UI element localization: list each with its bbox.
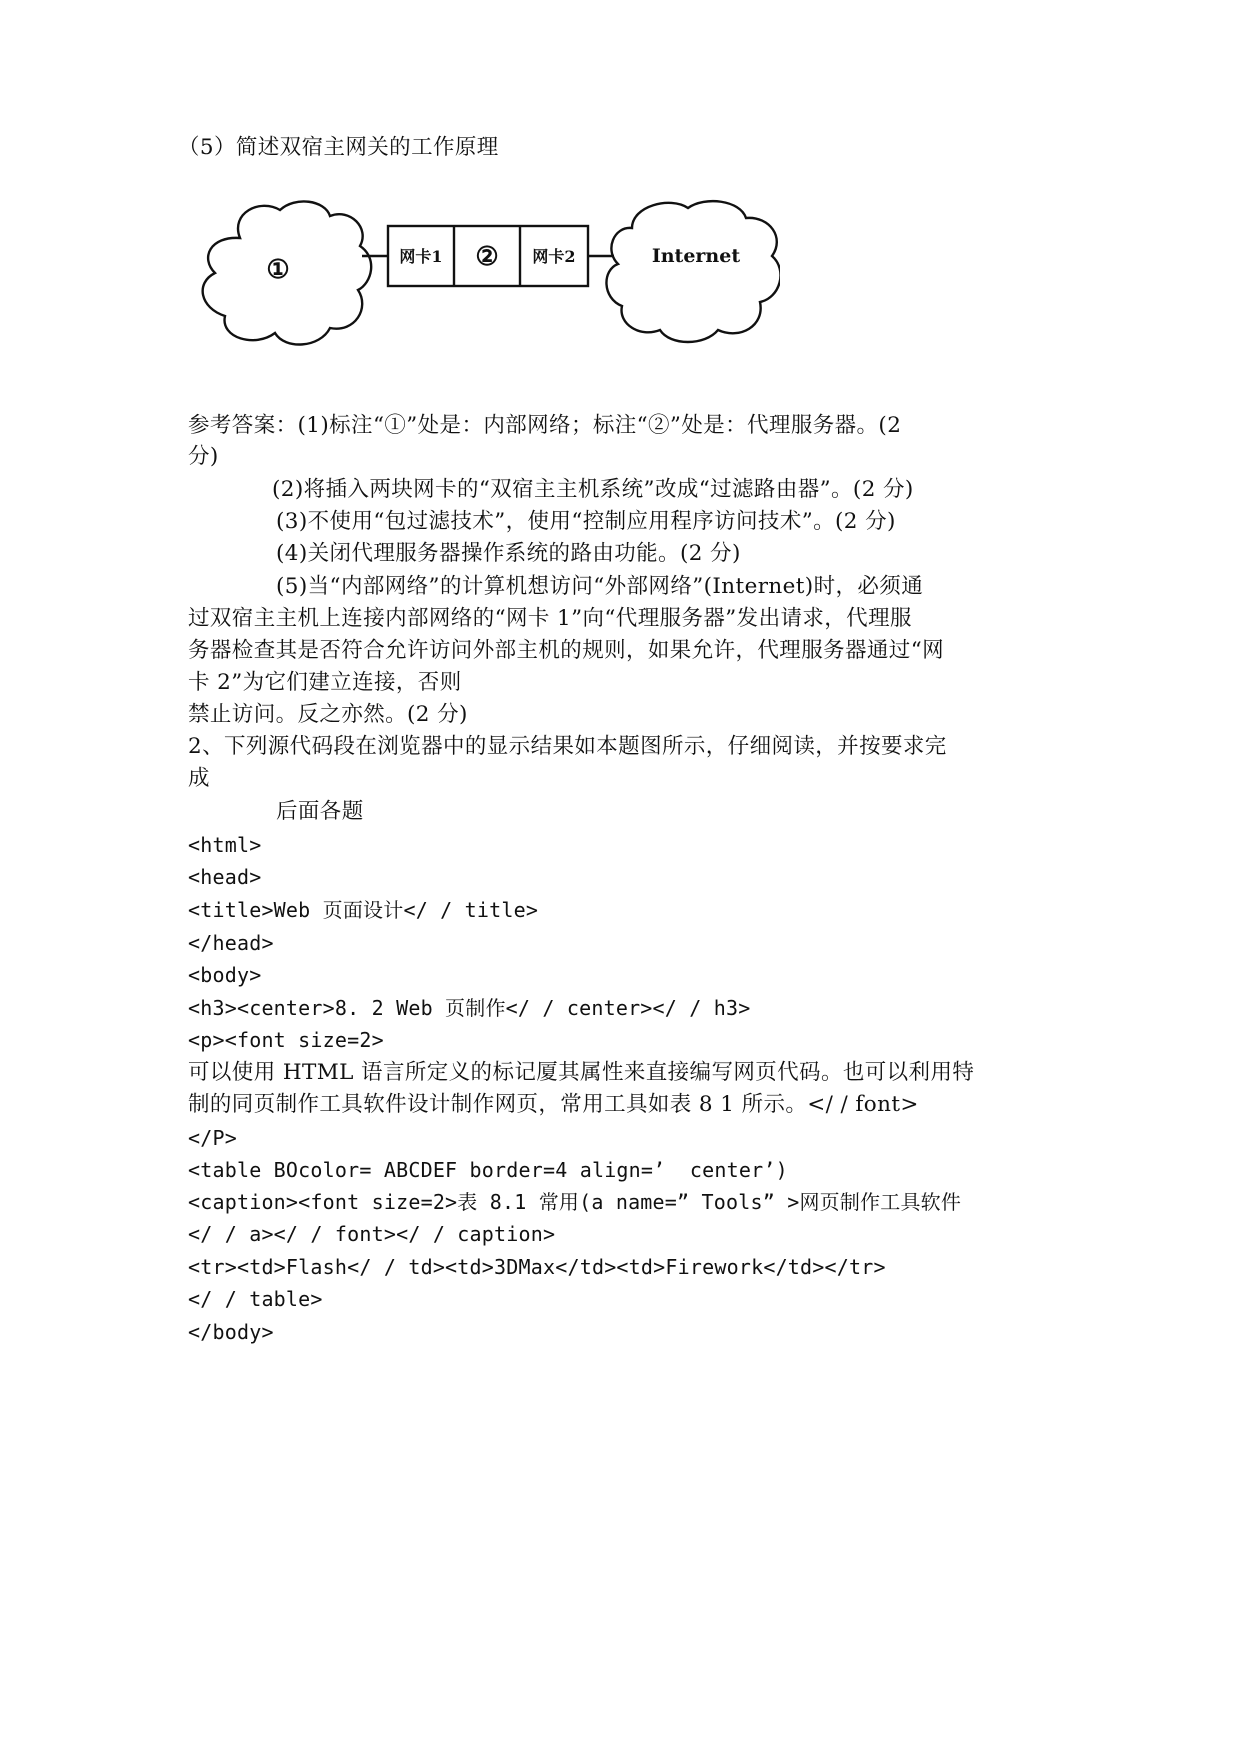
code-line-11: <table BOcolor= ABCDEF border=4 align=’ center’): [188, 1158, 788, 1182]
answer-line-1: 参考答案：(1)标注“①”处是：内部网络；标注“②”处是：代理服务器。(2: [188, 413, 902, 438]
question-2-line-2: 成: [188, 766, 210, 791]
diagram-svg: [200, 198, 780, 373]
question-2-line-3: 后面各题: [276, 799, 364, 824]
cloud-left-label: ①: [266, 255, 290, 285]
answer-line-10: 禁止访问。反之亦然。(2 分): [188, 702, 468, 727]
question-2-line-1: 2、下列源代码段在浏览器中的显示结果如本题图所示，仔细阅读，并按要求完: [188, 734, 947, 759]
code-line-14: <tr><td>Flash</ / td><td>3DMax</td><td>Firework</td></tr>: [188, 1255, 886, 1279]
answer-line-7: 过双宿主主机上连接内部网络的“网卡 1”向“代理服务器”发出请求，代理服: [188, 606, 912, 631]
code-line-15: </ / table>: [188, 1287, 323, 1311]
code-line-3: <title>Web 页面设计</ / title>: [188, 898, 539, 922]
internet-cloud: [606, 201, 780, 342]
answer-line-5: (4)关闭代理服务器操作系统的路由功能。(2 分): [276, 541, 741, 566]
nic1-label: 网卡1: [399, 247, 443, 266]
code-line-16: </body>: [188, 1320, 274, 1344]
dual-homed-gateway-diagram: [200, 198, 780, 373]
answer-line-2: 分): [188, 444, 219, 469]
answer-line-4: (3)不使用“包过滤技术”，使用“控制应用程序访问技术”。(2 分): [276, 509, 896, 534]
code-line-1: <html>: [188, 833, 262, 857]
code-line-4: </head>: [188, 931, 274, 955]
code-line-7: <p><font size=2>: [188, 1028, 384, 1052]
question-5-heading: （5）简述双宿主网关的工作原理: [178, 135, 499, 160]
center-label: ②: [475, 242, 499, 272]
internet-label: Internet: [651, 245, 741, 267]
answer-line-6: (5)当“内部网络”的计算机想访问“外部网络”(Internet)时，必须通: [276, 574, 924, 599]
code-line-13: </ / a></ / font></ / caption>: [188, 1222, 556, 1246]
answer-line-9: 卡 2”为它们建立连接，否则: [188, 670, 462, 695]
answer-line-3: (2)将插入两块网卡的“双宿主主机系统”改成“过滤路由器”。(2 分): [272, 477, 914, 502]
answer-line-8: 务器检查其是否符合允许访问外部主机的规则，如果允许，代理服务器通过“网: [188, 638, 944, 663]
nic2-label: 网卡2: [532, 247, 576, 266]
code-line-10: </P>: [188, 1126, 237, 1150]
code-line-8: 可以使用 HTML 语言所定义的标记厦其属性来直接编写网页代码。也可以利用特: [188, 1060, 975, 1085]
code-line-6: <h3><center>8. 2 Web 页制作</ / center></ / h3>: [188, 996, 751, 1020]
code-line-12: <caption><font size=2>表 8.1 常用(a name=” Tools” >网页制作工具软件: [188, 1190, 962, 1214]
code-line-2: <head>: [188, 865, 262, 889]
code-line-5: <body>: [188, 963, 262, 987]
code-line-9: 制的同页制作工具软件设计制作网页，常用工具如表 8 1 所示。</ / font>: [188, 1092, 919, 1117]
